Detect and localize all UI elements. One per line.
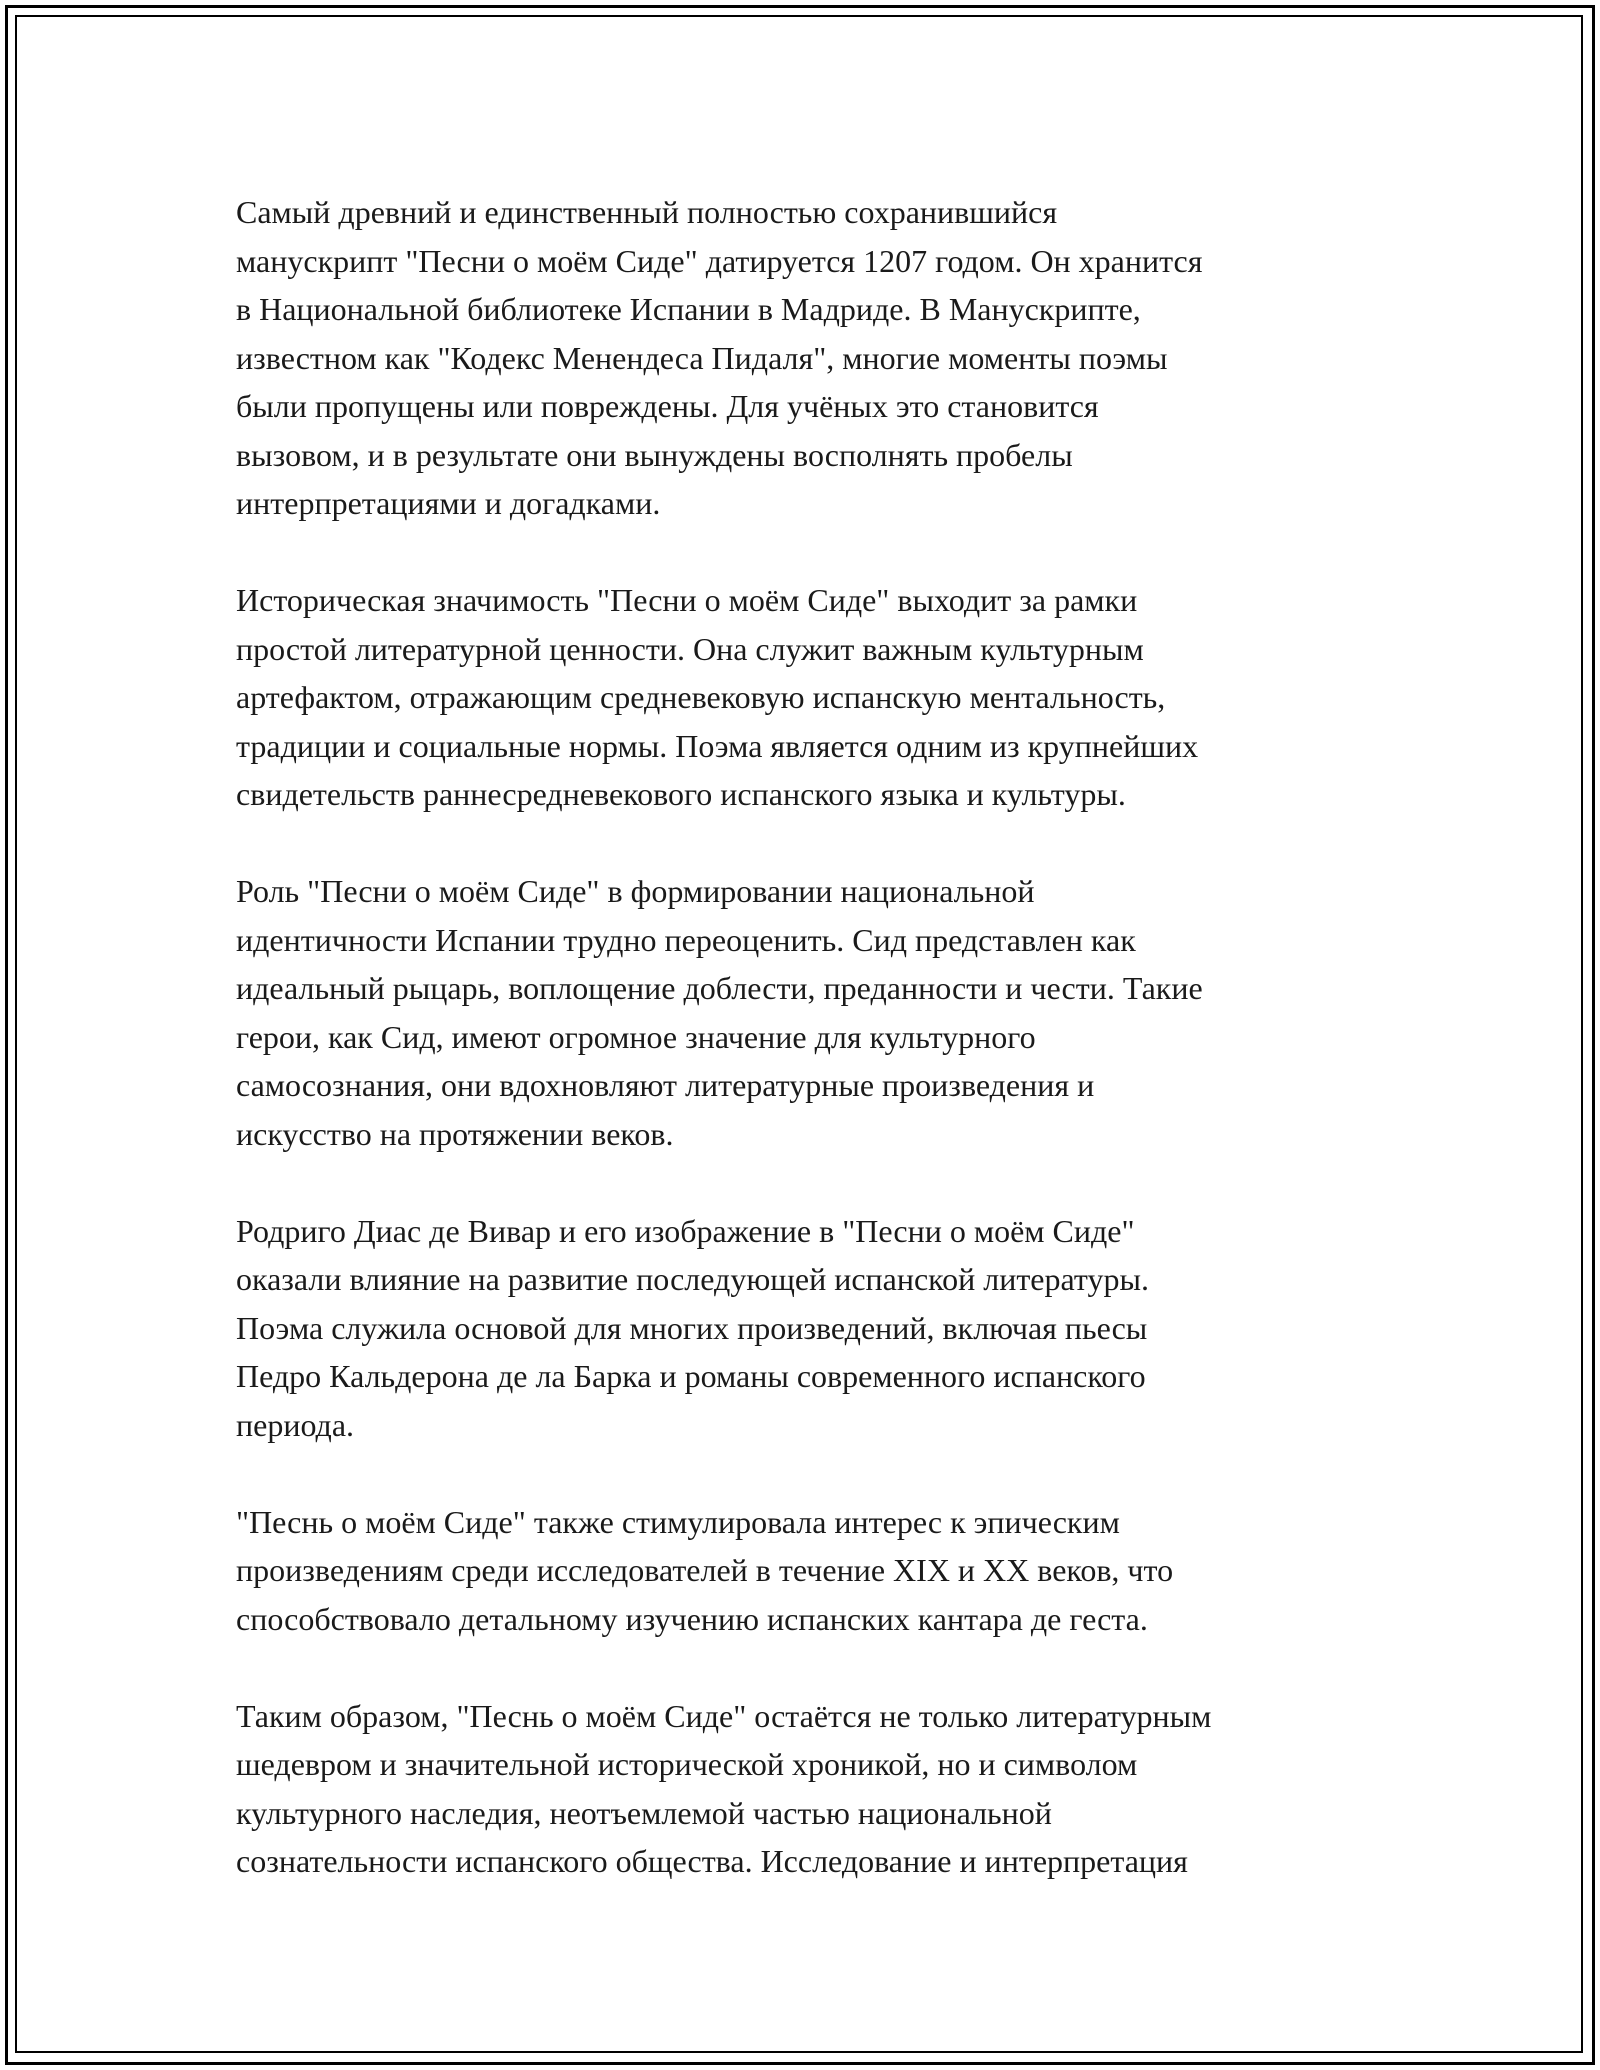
paragraph-epic-interest [236, 1498, 1366, 1644]
text-line: интерпретациями и догадками. [236, 485, 661, 521]
text-line: простой литературной ценности. Она служит важным культурным [236, 630, 1144, 667]
text-line: были пропущены или повреждены. Для учёных это становится [236, 388, 1099, 424]
paragraph-historical-significance [236, 576, 1366, 819]
text-line: сознательности испанского общества. Исследование и интерпретация [236, 1843, 1188, 1879]
text-line: вызовом, и в результате они вынуждены восполнять пробелы [236, 436, 1073, 473]
text-line: оказали влияние на развитие последующей испанской литературы. [236, 1261, 1149, 1297]
text-line: Роль "Песни о моём Сиде" в формировании национальной [236, 873, 1035, 909]
paragraph-conclusion [236, 1692, 1366, 1886]
text-line: традиции и социальные нормы. Поэма является одним из крупнейших [236, 727, 1199, 764]
paragraph-manuscript [236, 188, 1366, 528]
text-line: искусство на протяжении веков. [236, 1115, 674, 1152]
document-body [236, 188, 1366, 1934]
text-line: культурного наследия, неотъемлемой частью национальной [236, 1794, 1052, 1831]
text-line: известном как "Кодекс Менендеса Пидаля", многие моменты поэмы [236, 339, 1168, 376]
text-line: Самый древний и единственный полностью сохранившийся [236, 194, 1058, 230]
text-line: Поэма служила основой для многих произведений, включая пьесы [236, 1309, 1148, 1346]
text-line: в Национальной библиотеке Испании в Мадриде. В Манускрипте, [236, 291, 1141, 327]
text-line: самосознания, они вдохновляют литературные произведения и [236, 1067, 1095, 1103]
text-line: герои, как Сид, имеют огромное значение для культурного [236, 1018, 1036, 1055]
paragraph-national-identity [236, 867, 1366, 1158]
text-line: идентичности Испании трудно переоценить. Сид представлен как [236, 921, 1136, 958]
text-line: Историческая значимость "Песни о моём Сиде" выходит за рамки [236, 582, 1138, 618]
text-line: периода. [236, 1406, 355, 1443]
text-line: Родриго Диас де Вивар и его изображение в "Песни о моём Сиде" [236, 1212, 1135, 1249]
paragraph-literary-influence [236, 1207, 1366, 1450]
text-line: произведениям среди исследователей в течение XIX и XX веков, что [236, 1552, 1174, 1588]
text-line: Таким образом, "Песнь о моём Сиде" остаётся не только литературным [236, 1697, 1212, 1734]
text-line: "Песнь о моём Сиде" также стимулировала интерес к эпическим [236, 1503, 1120, 1540]
text-line: идеальный рыцарь, воплощение доблести, преданности и чести. Такие [236, 970, 1203, 1006]
text-line: свидетельств раннесредневекового испанского языка и культуры. [236, 776, 1126, 812]
text-line: способствовало детальному изучению испанских кантара де геста. [236, 1600, 1148, 1637]
text-line: Педро Кальдерона де ла Барка и романы современного испанского [236, 1358, 1146, 1394]
text-line: артефактом, отражающим средневековую испанскую ментальность, [236, 679, 1166, 715]
text-line: шедевром и значительной исторической хроникой, но и символом [236, 1746, 1138, 1782]
text-line: манускрипт "Песни о моём Сиде" датируется 1207 годом. Он хранится [236, 242, 1203, 279]
